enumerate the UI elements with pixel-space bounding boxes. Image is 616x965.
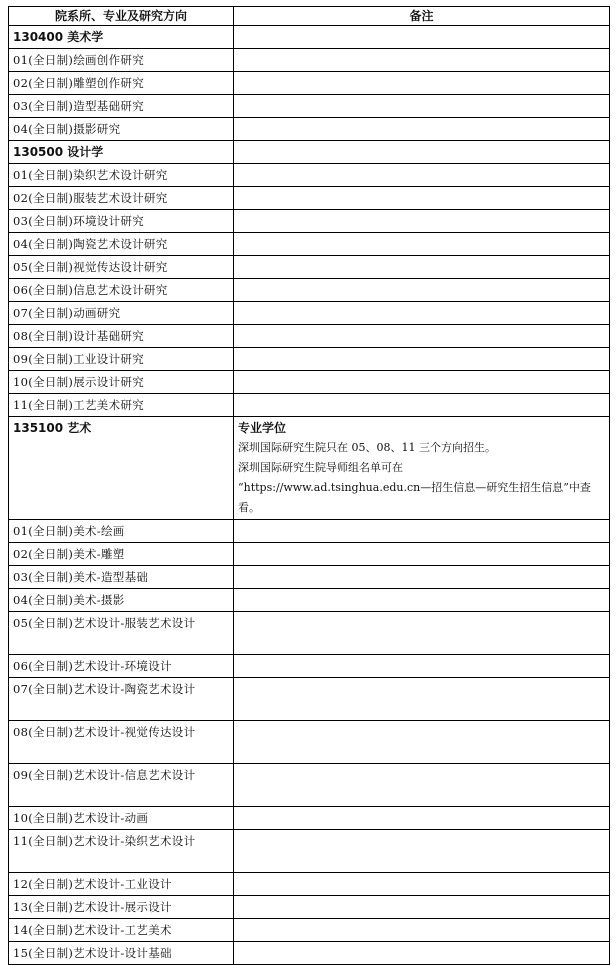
direction-row (9, 520, 610, 543)
direction-row (9, 72, 610, 95)
direction-row (9, 919, 610, 942)
notes-cell (234, 764, 610, 807)
major-row (9, 26, 610, 49)
direction-name-cell: 05(全日制)视觉传达设计研究 (9, 256, 234, 279)
table-body (9, 26, 610, 965)
direction-name-cell: 03(全日制)造型基础研究 (9, 95, 234, 118)
direction-row (9, 302, 610, 325)
direction-row (9, 95, 610, 118)
notes-cell (234, 919, 610, 942)
notes-cell (234, 95, 610, 118)
direction-name-cell: 03(全日制)美术-造型基础 (9, 566, 234, 589)
major-name-cell: 135100 艺术 (9, 417, 234, 520)
direction-name-cell: 01(全日制)染织艺术设计研究 (9, 164, 234, 187)
program-table (8, 6, 610, 965)
direction-row (9, 655, 610, 678)
direction-row (9, 210, 610, 233)
notes-cell (234, 49, 610, 72)
direction-name-cell: 04(全日制)摄影研究 (9, 118, 234, 141)
notes-cell (234, 417, 610, 520)
direction-row (9, 348, 610, 371)
notes-cell (234, 807, 610, 830)
direction-row (9, 896, 610, 919)
major-name-cell: 130400 美术学 (9, 26, 234, 49)
direction-name-cell: 08(全日制)设计基础研究 (9, 325, 234, 348)
direction-name-cell: 01(全日制)美术-绘画 (9, 520, 234, 543)
direction-row (9, 233, 610, 256)
direction-row (9, 256, 610, 279)
direction-row (9, 942, 610, 965)
notes-cell (234, 873, 610, 896)
direction-row (9, 325, 610, 348)
direction-row (9, 543, 610, 566)
direction-name-cell: 14(全日制)艺术设计-工艺美术 (9, 919, 234, 942)
direction-row (9, 566, 610, 589)
notes-cell (234, 302, 610, 325)
notes-cell (234, 233, 610, 256)
direction-name-cell: 11(全日制)艺术设计-染织艺术设计 (9, 830, 234, 873)
notes-cell (234, 118, 610, 141)
direction-row (9, 187, 610, 210)
notes-cell (234, 141, 610, 164)
direction-name-cell: 07(全日制)艺术设计-陶瓷艺术设计 (9, 678, 234, 721)
direction-name-cell: 12(全日制)艺术设计-工业设计 (9, 873, 234, 896)
direction-row (9, 371, 610, 394)
notes-cell (234, 589, 610, 612)
direction-name-cell: 09(全日制)工业设计研究 (9, 348, 234, 371)
notes-cell (234, 394, 610, 417)
notes-cell (234, 520, 610, 543)
major-row (9, 417, 610, 520)
direction-row (9, 164, 610, 187)
notes-cell (234, 164, 610, 187)
direction-name-cell: 06(全日制)信息艺术设计研究 (9, 279, 234, 302)
table-header-row (9, 7, 610, 26)
direction-name-cell: 04(全日制)陶瓷艺术设计研究 (9, 233, 234, 256)
direction-row (9, 721, 610, 764)
notes-cell (234, 371, 610, 394)
note-line: “https://www.ad.tsinghua.edu.cn—招生信息—研究生招生信息”中查看。 (238, 481, 591, 514)
note-title: 专业学位 (238, 421, 287, 435)
note-line: 深圳国际研究生院导师组名单可在 (238, 461, 403, 474)
direction-row (9, 589, 610, 612)
notes-cell (234, 325, 610, 348)
direction-name-cell: 03(全日制)环境设计研究 (9, 210, 234, 233)
direction-name-cell: 11(全日制)工艺美术研究 (9, 394, 234, 417)
direction-name-cell: 13(全日制)艺术设计-展示设计 (9, 896, 234, 919)
direction-name-cell: 05(全日制)艺术设计-服装艺术设计 (9, 612, 234, 655)
header-program-column: 院系所、专业及研究方向 (9, 7, 234, 26)
notes-cell (234, 721, 610, 764)
major-name-cell: 130500 设计学 (9, 141, 234, 164)
direction-name-cell: 02(全日制)雕塑创作研究 (9, 72, 234, 95)
direction-name-cell: 15(全日制)艺术设计-设计基础 (9, 942, 234, 965)
notes-cell (234, 896, 610, 919)
note-line: 深圳国际研究生院只在 05、08、11 三个方向招生。 (238, 441, 496, 454)
direction-name-cell: 08(全日制)艺术设计-视觉传达设计 (9, 721, 234, 764)
direction-row (9, 873, 610, 896)
notes-cell (234, 348, 610, 371)
direction-row (9, 764, 610, 807)
direction-row (9, 612, 610, 655)
direction-row (9, 394, 610, 417)
notes-cell (234, 543, 610, 566)
direction-row (9, 830, 610, 873)
notes-cell (234, 279, 610, 302)
direction-name-cell: 04(全日制)美术-摄影 (9, 589, 234, 612)
notes-cell (234, 72, 610, 95)
notes-cell (234, 187, 610, 210)
direction-row (9, 279, 610, 302)
notes-cell (234, 655, 610, 678)
direction-name-cell: 06(全日制)艺术设计-环境设计 (9, 655, 234, 678)
notes-cell (234, 210, 610, 233)
notes-cell (234, 942, 610, 965)
direction-name-cell: 10(全日制)展示设计研究 (9, 371, 234, 394)
notes-cell (234, 256, 610, 279)
direction-name-cell: 07(全日制)动画研究 (9, 302, 234, 325)
direction-row (9, 118, 610, 141)
direction-name-cell: 09(全日制)艺术设计-信息艺术设计 (9, 764, 234, 807)
notes-cell (234, 830, 610, 873)
direction-name-cell: 02(全日制)服装艺术设计研究 (9, 187, 234, 210)
notes-cell (234, 678, 610, 721)
direction-name-cell: 02(全日制)美术-雕塑 (9, 543, 234, 566)
header-notes-column: 备注 (234, 7, 610, 26)
notes-cell (234, 566, 610, 589)
direction-name-cell: 01(全日制)绘画创作研究 (9, 49, 234, 72)
direction-row (9, 49, 610, 72)
direction-row (9, 807, 610, 830)
direction-row (9, 678, 610, 721)
major-row (9, 141, 610, 164)
notes-cell (234, 26, 610, 49)
notes-cell (234, 612, 610, 655)
direction-name-cell: 10(全日制)艺术设计-动画 (9, 807, 234, 830)
